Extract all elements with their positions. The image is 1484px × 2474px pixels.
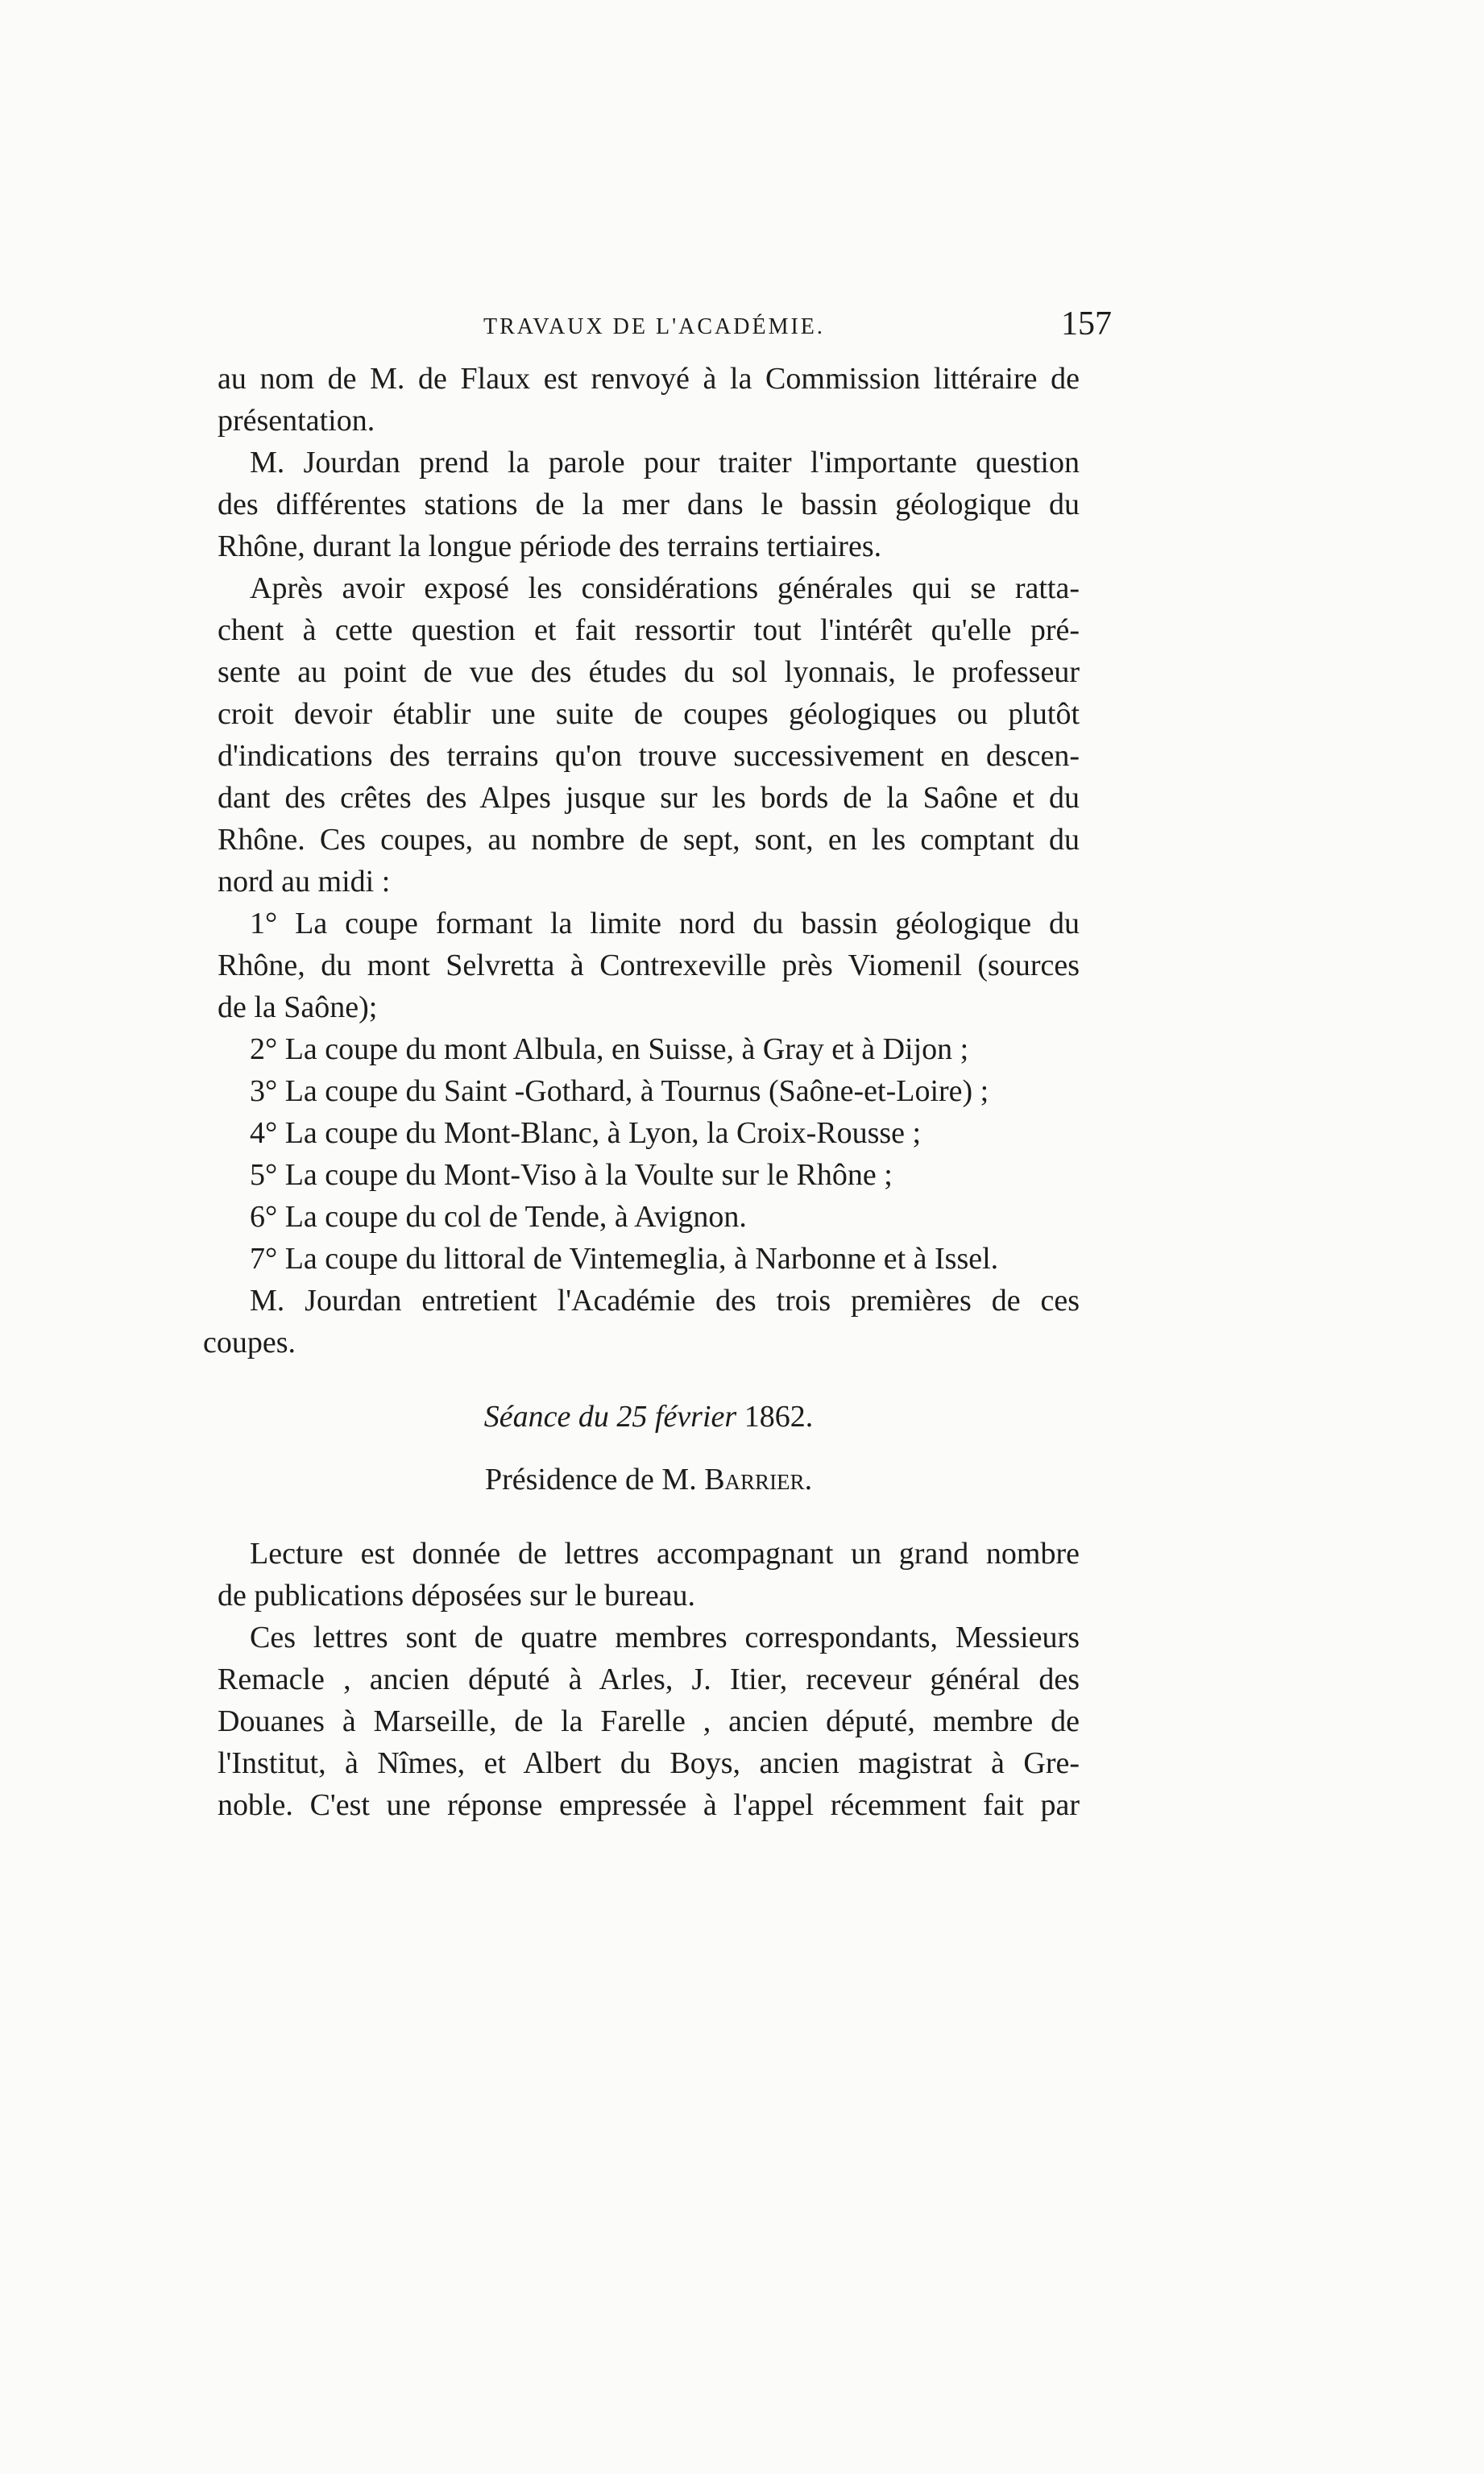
presidence-line: Présidence de M. Barrier. [484,1463,813,1496]
text-line: Rhône, durant la longue période des terrains tertiaires. [218,529,882,563]
text-line: de publications déposées sur le bureau. [218,1579,696,1613]
text-line: Lecture est donnée de lettres accompagnant un grand nombre [250,1537,1080,1571]
text-line: présentation. [218,404,375,438]
text-line: d'indications des terrains qu'on trouve successivement en descen- [218,739,1080,773]
text-line: Après avoir exposé les considérations générales qui se ratta- [250,571,1080,605]
list-item-6: 6° La coupe du col de Tende, à Avignon. [250,1200,747,1234]
text-line: Rhône, du mont Selvretta à Contrexeville près Viomenil (sources [218,949,1080,982]
text-line: de la Saône); [218,990,378,1024]
text-line: noble. C'est une réponse empressée à l'appel récemment fait par [218,1788,1080,1822]
text-line: Ces lettres sont de quatre membres correspondants, Messieurs [250,1621,1080,1654]
presidence-label: Présidence de M. [484,1463,697,1496]
text-line: des différentes stations de la mer dans le bassin géologique du [218,488,1080,521]
list-item-2: 2° La coupe du mont Albula, en Suisse, à Gray et à Dijon ; [250,1032,969,1066]
text-line: Rhône. Ces coupes, au nombre de sept, sont, en les comptant du [218,823,1080,857]
list-item-7: 7° La coupe du littoral de Vintemeglia, à Narbonne et à Issel. [250,1242,999,1276]
text-line: au nom de M. de Flaux est renvoyé à la Commission littéraire de [218,362,1080,396]
list-item-1: 1° La coupe formant la limite nord du bassin géologique du [250,907,1080,940]
text-line: M. Jourdan prend la parole pour traiter l'importante question [250,446,1080,479]
running-title: TRAVAUX DE L'ACADÉMIE. [483,314,825,339]
text-line: sente au point de vue des études du sol lyonnais, le professeur [218,655,1080,689]
list-item-5: 5° La coupe du Mont-Viso à la Voulte sur le Rhône ; [250,1158,893,1192]
president-name: Barrier [704,1463,805,1496]
list-item-3: 3° La coupe du Saint -Gothard, à Tournus (Saône-et-Loire) ; [250,1074,989,1108]
session-year: 1862. [744,1400,814,1434]
list-item-4: 4° La coupe du Mont-Blanc, à Lyon, la Croix-Rousse ; [250,1116,922,1150]
text-line: croit devoir établir une suite de coupes géologiques ou plutôt [218,697,1080,731]
text-line: dant des crêtes des Alpes jusque sur les bords de la Saône et du [218,781,1080,815]
session-heading [218,1396,1080,1438]
running-header [205,305,1112,353]
text-line: nord au midi : [218,865,391,899]
text-line: coupes. [203,1326,296,1359]
text-line: Douanes à Marseille, de la Farelle , ancien député, membre de [218,1704,1080,1738]
page-body [203,358,1080,1826]
session-date: Séance du 25 février [483,1400,737,1434]
text-line: M. Jourdan entretient l'Académie des trois premières de ces [250,1284,1080,1318]
text-line: l'Institut, à Nîmes, et Albert du Boys, ancien magistrat à Gre- [218,1746,1080,1780]
page-number: 157 [1061,305,1112,342]
text-line: chent à cette question et fait ressortir tout l'intérêt qu'elle pré- [218,613,1080,647]
text-line: Remacle , ancien député à Arles, J. Itier, receveur général des [218,1662,1080,1696]
